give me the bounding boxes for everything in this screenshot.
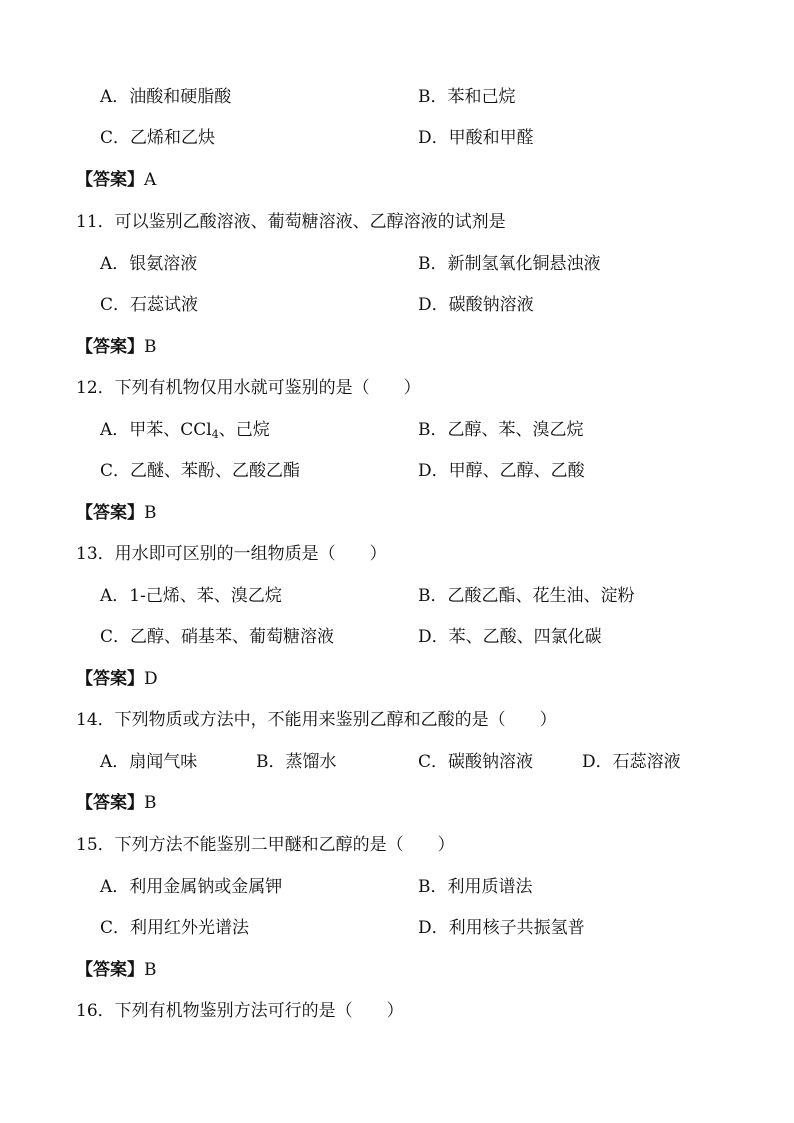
option-b: B．乙醇、苯、溴乙烷 bbox=[418, 420, 584, 440]
option-b: B．新制氢氧化铜悬浊液 bbox=[418, 254, 601, 274]
answer-label: 【答案】 bbox=[76, 960, 144, 980]
option-d: D．甲醇、乙醇、乙酸 bbox=[418, 461, 585, 481]
option-b: B．蒸馏水 bbox=[256, 752, 337, 772]
answer-value: B bbox=[144, 337, 157, 357]
answer-label: 【答案】 bbox=[76, 793, 144, 813]
option-a: A．油酸和硬脂酸 bbox=[100, 87, 232, 107]
option-c: C．乙烯和乙炔 bbox=[100, 128, 216, 148]
question-stem: 16．下列有机物鉴别方法可行的是（ ） bbox=[76, 1001, 404, 1021]
answer-line bbox=[76, 958, 157, 982]
option-d: D．碳酸钠溶液 bbox=[418, 295, 534, 315]
option-d: D．甲酸和甲醛 bbox=[418, 128, 534, 148]
option-a-text-end: 、己烷 bbox=[218, 420, 270, 440]
option-a: A．银氨溶液 bbox=[100, 254, 198, 274]
answer-line bbox=[76, 667, 158, 691]
answer-line bbox=[76, 791, 157, 815]
answer-label: 【答案】 bbox=[76, 170, 144, 190]
answer-line bbox=[76, 501, 157, 525]
question-stem: 15．下列方法不能鉴别二甲醚和乙醇的是（ ） bbox=[76, 835, 455, 855]
answer-value: B bbox=[144, 960, 157, 980]
subscript: 4 bbox=[211, 428, 219, 441]
option-a: A．1-己烯、苯、溴乙烷 bbox=[100, 586, 282, 606]
option-c: C．利用红外光谱法 bbox=[100, 918, 250, 938]
option-a: A．扇闻气味 bbox=[100, 752, 198, 772]
option-c: C．乙醚、苯酚、乙酸乙酯 bbox=[100, 461, 301, 481]
answer-value: A bbox=[144, 170, 157, 190]
option-a: A．利用金属钠或金属钾 bbox=[100, 877, 283, 897]
option-a-text: A．甲苯、CCl bbox=[100, 420, 212, 440]
option-b: B．乙酸乙酯、花生油、淀粉 bbox=[418, 586, 635, 606]
option-c: C．碳酸钠溶液 bbox=[418, 752, 534, 772]
question-stem: 12．下列有机物仅用水就可鉴别的是（ ） bbox=[76, 378, 421, 398]
option-b: B．苯和己烷 bbox=[418, 87, 516, 107]
answer-value: B bbox=[144, 793, 157, 813]
question-stem: 11．可以鉴别乙酸溶液、葡萄糖溶液、乙醇溶液的试剂是 bbox=[76, 212, 506, 232]
option-d: D．苯、乙酸、四氯化碳 bbox=[418, 627, 602, 647]
question-stem: 13．用水即可区别的一组物质是（ ） bbox=[76, 544, 387, 564]
option-b: B．利用质谱法 bbox=[418, 877, 533, 897]
answer-label: 【答案】 bbox=[76, 503, 144, 523]
option-d: D．利用核子共振氢普 bbox=[418, 918, 585, 938]
answer-value: B bbox=[144, 503, 157, 523]
option-d: D．石蕊溶液 bbox=[582, 752, 681, 772]
answer-label: 【答案】 bbox=[76, 337, 144, 357]
answer-line bbox=[76, 335, 157, 359]
question-stem: 14．下列物质或方法中，不能用来鉴别乙醇和乙酸的是（ ） bbox=[76, 710, 557, 730]
option-c: C．石蕊试液 bbox=[100, 295, 199, 315]
answer-line bbox=[76, 168, 156, 192]
option-c: C．乙醇、硝基苯、葡萄糖溶液 bbox=[100, 627, 335, 647]
option-a bbox=[100, 418, 270, 442]
answer-label: 【答案】 bbox=[76, 669, 144, 689]
answer-value: D bbox=[144, 669, 158, 689]
